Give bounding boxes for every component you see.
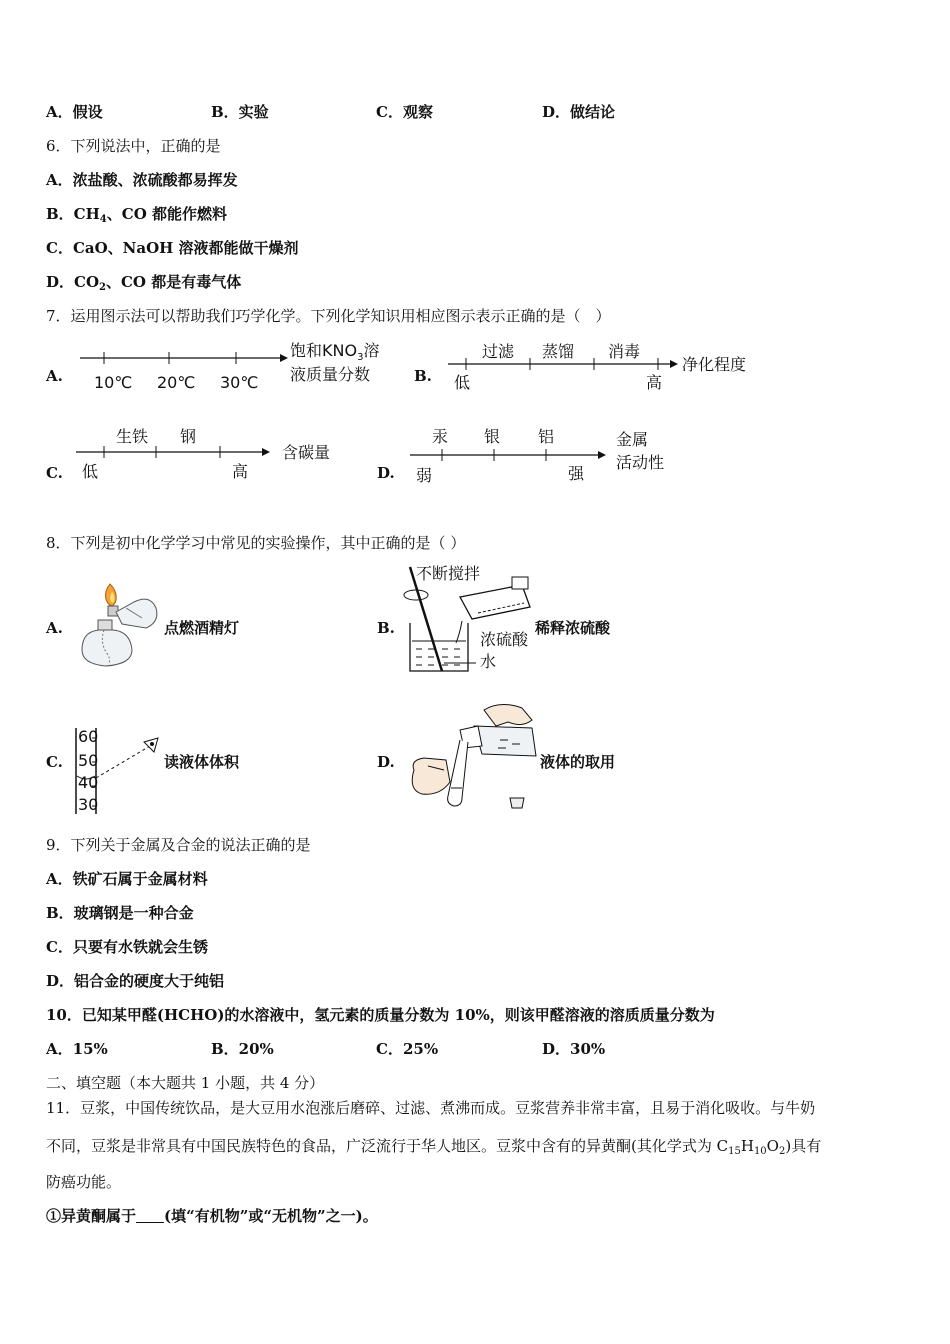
svg-text:弱: 弱 [416, 466, 433, 485]
q8-caption-d: 液体的取用 [540, 753, 616, 771]
q8-label-a: A. [46, 619, 63, 637]
alcohol-lamp-illustration [72, 572, 167, 672]
svg-text:高: 高 [646, 373, 663, 392]
q6-option-a: A．浓盐酸、浓硫酸都易挥发 [46, 171, 238, 189]
svg-text:消毒: 消毒 [608, 342, 641, 361]
svg-text:40: 40 [78, 773, 99, 792]
q8-caption-c: 读液体体积 [164, 753, 240, 771]
q8-label-d: D. [377, 753, 395, 771]
q9-stem: 9．下列关于金属及合金的说法正确的是 [46, 836, 311, 854]
svg-text:净化程度: 净化程度 [682, 355, 747, 374]
graduated-cylinder-illustration [74, 724, 169, 816]
diagram-a-title-2: 液质量分数 [290, 365, 371, 384]
svg-text:高: 高 [232, 462, 249, 481]
q9-option-c: C．只要有水铁就会生锈 [46, 938, 208, 956]
svg-text:银: 银 [484, 427, 501, 446]
q7-label-b: B. [414, 367, 432, 385]
q6-stem: 6．下列说法中，正确的是 [46, 137, 221, 155]
svg-text:蒸馏: 蒸馏 [542, 342, 575, 361]
q5-option-d: D．做结论 [542, 103, 616, 121]
diagram-a-title-1: 饱和$KNO_3$溶 [290, 341, 380, 363]
tick-10c: 10℃ [94, 373, 133, 392]
q7-diagram-c [76, 425, 376, 485]
q10-option-c: C．25% [376, 1040, 439, 1058]
svg-text:含碳量: 含碳量 [282, 443, 331, 462]
svg-text:水: 水 [480, 652, 497, 671]
q10-option-d: D．30% [542, 1040, 606, 1058]
tick-20c: 20℃ [157, 373, 196, 392]
svg-text:钢: 钢 [180, 427, 197, 446]
q11-line-1: 11．豆浆，中国传统饮品，是大豆用水泡涨后磨碎、过滤、煮沸而成。豆浆营养非常丰富，且易于消化吸收。与牛奶 [46, 1099, 816, 1117]
q11-line-3: 防癌功能。 [46, 1173, 122, 1191]
svg-text:低: 低 [454, 373, 471, 392]
q10-option-b: B．20% [211, 1040, 274, 1058]
q10-option-a: A．15% [46, 1040, 108, 1058]
q8-caption-a: 点燃酒精灯 [164, 619, 240, 637]
svg-text:铝: 铝 [538, 427, 555, 446]
q6-option-d: D．$CO_2$、CO 都是有毒气体 [46, 273, 242, 293]
svg-text:强: 强 [568, 464, 585, 483]
svg-text:低: 低 [82, 462, 99, 481]
svg-text:50: 50 [78, 751, 99, 770]
q5-option-c: C．观察 [376, 103, 433, 121]
q7-diagram-d [410, 425, 710, 487]
q8-label-b: B. [377, 619, 395, 637]
svg-text:生铁: 生铁 [116, 427, 149, 446]
svg-text:浓硫酸: 浓硫酸 [480, 630, 529, 649]
q9-option-d: D．铝合金的硬度大于纯铝 [46, 972, 225, 990]
answer-blank[interactable] [136, 1208, 164, 1223]
q7-diagram-a [80, 338, 400, 398]
q8-label-c: C. [46, 753, 63, 771]
tick-30c: 30℃ [220, 373, 259, 392]
svg-text:不断搅拌: 不断搅拌 [416, 564, 481, 583]
svg-text:金属: 金属 [616, 430, 649, 449]
q8-caption-b: 稀释浓硫酸 [535, 619, 611, 637]
q7-label-a: A. [46, 367, 63, 385]
q7-diagram-b [448, 340, 768, 395]
svg-text:60: 60 [78, 727, 99, 746]
q6-option-c: C．CaO、NaOH 溶液都能做干燥剂 [46, 239, 299, 257]
pour-liquid-illustration [404, 700, 554, 815]
q10-stem: 10．已知某甲醛(HCHO)的水溶液中，氢元素的质量分数为 10%，则该甲醛溶液的溶质质量分数为 [46, 1006, 715, 1024]
q8-stem: 8．下列是初中化学学习中常见的实验操作，其中正确的是（ ） [46, 534, 466, 552]
q7-stem: 7．运用图示法可以帮助我们巧学化学。下列化学知识用相应图示表示正确的是（ ） [46, 307, 611, 325]
svg-text:汞: 汞 [432, 427, 449, 446]
svg-text:过滤: 过滤 [482, 342, 515, 361]
dilute-acid-illustration [402, 563, 537, 675]
section-heading: 二、填空题（本大题共 1 小题，共 4 分） [46, 1074, 325, 1092]
q7-label-d: D. [377, 464, 395, 482]
q9-option-a: A．铁矿石属于金属材料 [46, 870, 208, 888]
q7-label-c: C. [46, 464, 63, 482]
q5-option-a: A．假设 [46, 103, 103, 121]
q6-option-b: B．$CH_4$、CO 都能作燃料 [46, 205, 227, 225]
q11-line-2: 不同，豆浆是非常具有中国民族特色的食品，广泛流行于华人地区。豆浆中含有的异黄酮(其化学式为 $C_{15}H_{10}O_2$)具有 [46, 1137, 822, 1157]
q5-option-b: B．实验 [211, 103, 269, 121]
svg-text:30: 30 [78, 795, 99, 814]
svg-text:活动性: 活动性 [616, 453, 665, 472]
q11-sub-question: ①异黄酮属于 (填“有机物”或“无机物”之一)。 [46, 1207, 378, 1225]
q9-option-b: B．玻璃钢是一种合金 [46, 904, 194, 922]
